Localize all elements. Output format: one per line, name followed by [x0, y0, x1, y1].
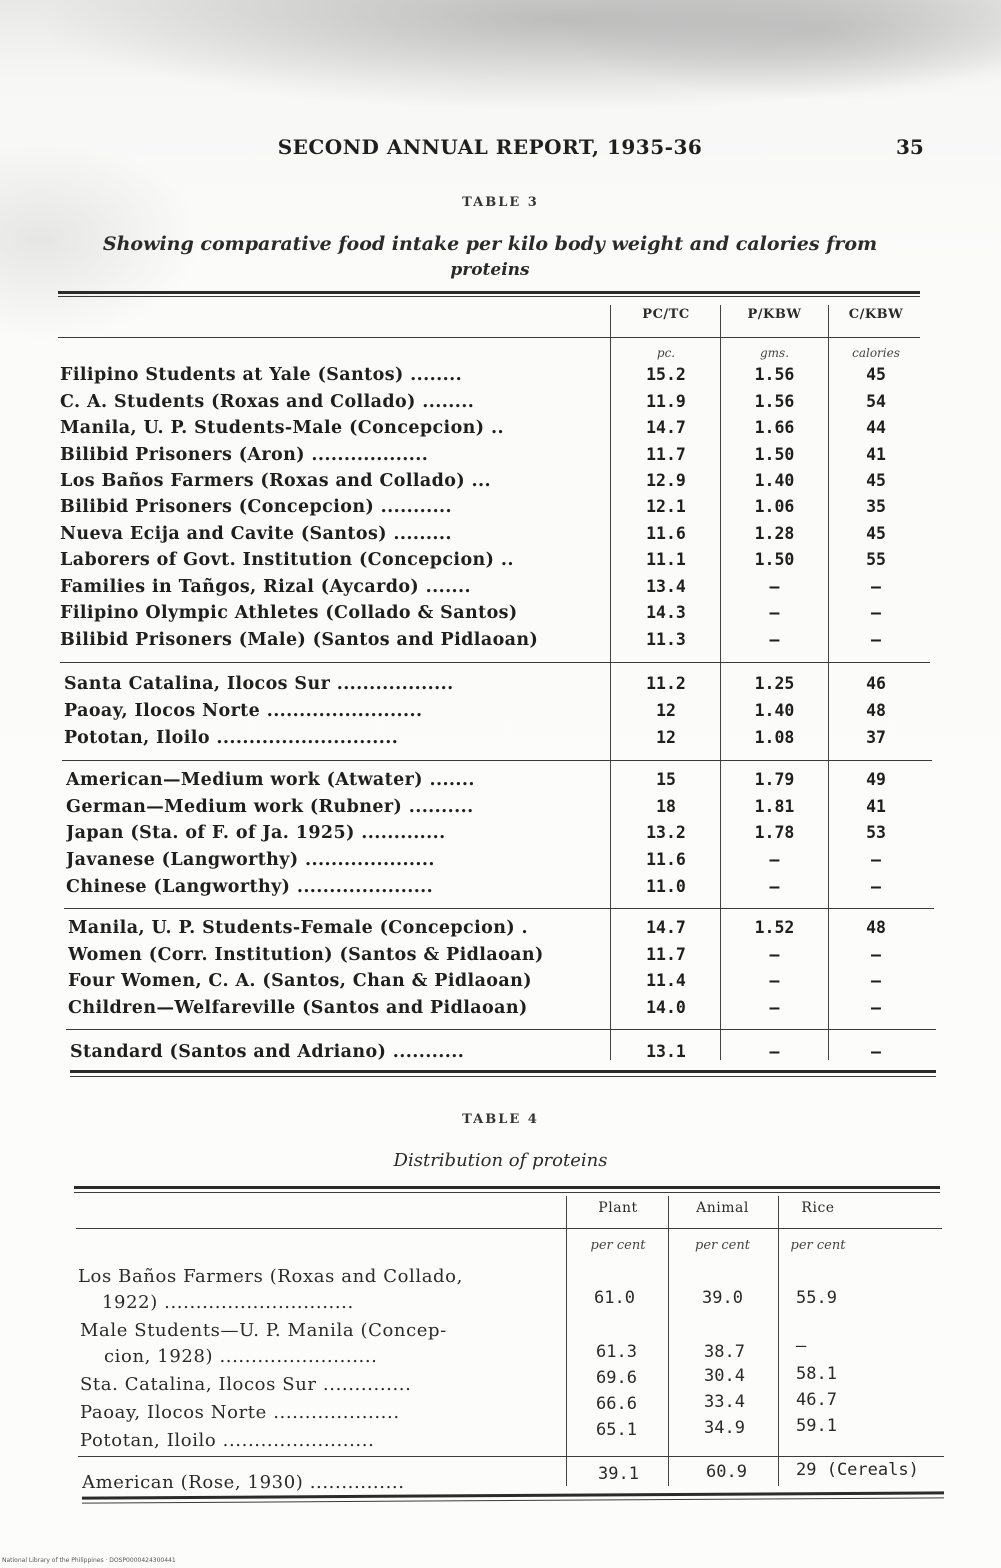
table3-group-rule	[62, 760, 932, 761]
table-row	[0, 998, 1001, 1024]
row-label: Sta. Catalina, Ilocos Sur ..............	[80, 1374, 412, 1395]
table3-col-header-ckbw: C/KBW	[848, 307, 904, 322]
cell-plant: 65.1	[596, 1420, 637, 1440]
row-label: Four Women, C. A. (Santos, Chan & Pidlaoan)	[68, 971, 532, 991]
cell-animal: 38.7	[704, 1342, 745, 1362]
table3-header-rule	[58, 337, 920, 338]
table-row	[0, 797, 1001, 823]
table3-col-header-pctc: PC/TC	[642, 307, 690, 322]
cell-pctc: 12	[656, 701, 676, 720]
cell-ckbw: —	[871, 877, 881, 896]
cell-pkbw: —	[769, 877, 780, 896]
cell-ckbw: 45	[866, 471, 886, 490]
table3-bottom-rule	[70, 1070, 936, 1073]
table4-col-header-plant: Plant	[598, 1200, 638, 1216]
cell-pctc: 12.9	[646, 471, 686, 490]
table4-col-header-rice: Rice	[801, 1200, 835, 1216]
row-label: Los Baños Farmers (Roxas and Collado,	[78, 1266, 463, 1287]
table-row	[0, 392, 1001, 418]
table-row	[0, 524, 1001, 550]
cell-ckbw: —	[871, 603, 881, 622]
table3-unit-pc: pc.	[656, 346, 676, 360]
cell-plant: 66.6	[596, 1394, 637, 1414]
table4-label: TABLE 4	[462, 1112, 539, 1127]
cell-ckbw: 41	[866, 445, 886, 464]
cell-plant: 39.1	[598, 1464, 639, 1484]
row-label: Bilibid Prisoners (Concepcion) ...........	[60, 497, 453, 517]
table-row	[0, 770, 1001, 796]
cell-pctc: 11.9	[646, 392, 686, 411]
page-number: 35	[896, 135, 924, 159]
table-row	[0, 945, 1001, 971]
page-header	[0, 135, 1001, 165]
cell-pkbw: —	[769, 577, 780, 596]
cell-pctc: 15.2	[646, 365, 686, 384]
row-label: Families in Tañgos, Rizal (Aycardo) .......	[60, 577, 472, 597]
cell-animal: 34.9	[704, 1418, 745, 1438]
cell-pkbw: 1.52	[754, 918, 795, 937]
cell-ckbw: 41	[866, 797, 886, 816]
row-label: Javanese (Langworthy) ....................	[66, 850, 435, 870]
cell-pctc: 13.2	[646, 823, 686, 842]
cell-animal: 39.0	[702, 1288, 743, 1308]
cell-pctc: 11.3	[646, 630, 686, 649]
table4-top-rule	[74, 1186, 940, 1189]
table3-col-header-pkbw: P/KBW	[747, 307, 802, 322]
row-label: Japan (Sta. of F. of Ja. 1925) .............	[66, 823, 446, 843]
table3-unit-calories: calories	[852, 346, 900, 360]
cell-ckbw: 48	[866, 918, 886, 937]
cell-pctc: 15	[656, 770, 676, 789]
cell-ckbw: 53	[866, 823, 886, 842]
table-row	[0, 497, 1001, 523]
cell-pkbw: 1.66	[754, 418, 795, 437]
row-label-continued: cion, 1928) .........................	[104, 1346, 378, 1367]
row-label: Los Baños Farmers (Roxas and Collado) ...	[60, 471, 492, 491]
cell-plant: 61.3	[596, 1342, 637, 1362]
table4-col-divider-1	[566, 1196, 567, 1486]
table-row	[0, 445, 1001, 471]
cell-ckbw: —	[871, 998, 881, 1017]
row-label: Santa Catalina, Ilocos Sur ..................	[64, 674, 454, 694]
table4-unit-animal: per cent	[695, 1238, 750, 1253]
cell-pkbw: 1.81	[754, 797, 795, 816]
table4-header-rule	[76, 1228, 942, 1229]
table-row	[0, 365, 1001, 391]
cell-pctc: 13.4	[646, 577, 686, 596]
row-label-continued: 1922) ..............................	[102, 1292, 354, 1313]
cell-pctc: 14.7	[646, 418, 686, 437]
cell-pctc: 11.1	[646, 550, 686, 569]
row-label: Chinese (Langworthy) .....................	[66, 877, 434, 897]
table3-bottom-rule-2	[70, 1076, 936, 1077]
row-label: Filipino Students at Yale (Santos) ........	[60, 365, 463, 385]
cell-plant: 69.6	[596, 1368, 637, 1388]
cell-pkbw: 1.06	[754, 497, 795, 516]
cell-rice: 59.1	[796, 1416, 837, 1436]
cell-pkbw: —	[769, 998, 780, 1017]
cell-pkbw: 1.56	[754, 392, 795, 411]
cell-pctc: 12.1	[646, 497, 686, 516]
row-label: Bilibid Prisoners (Male) (Santos and Pidlaoan)	[60, 630, 539, 650]
table-row	[0, 1042, 1001, 1068]
table4-top-rule-2	[74, 1192, 940, 1193]
row-label: Paoay, Ilocos Norte ....................	[80, 1402, 400, 1423]
cell-ckbw: 49	[866, 770, 886, 789]
row-label: Children—Welfareville (Santos and Pidlaoan)	[68, 998, 528, 1018]
table4-col-divider-3	[778, 1196, 779, 1486]
cell-pctc: 11.6	[646, 524, 686, 543]
row-label: Pototan, Iloilo ............................	[64, 728, 399, 748]
cell-ckbw: 46	[866, 674, 886, 693]
cell-ckbw: —	[871, 577, 881, 596]
cell-ckbw: 55	[866, 550, 886, 569]
row-label: Laborers of Govt. Institution (Concepcion) ..	[60, 550, 514, 570]
row-label: Filipino Olympic Athletes (Collado & Santos)	[60, 603, 518, 623]
cell-rice: —	[796, 1336, 807, 1356]
cell-pctc: 18	[656, 797, 676, 816]
cell-pctc: 14.0	[646, 998, 686, 1017]
row-label: Pototan, Iloilo ........................	[80, 1430, 375, 1451]
table3-group-rule	[60, 662, 930, 663]
cell-ckbw: —	[871, 971, 881, 990]
cell-pkbw: 1.50	[754, 445, 795, 464]
table4-col-divider-2	[668, 1196, 669, 1486]
cell-pkbw: 1.40	[754, 471, 795, 490]
cell-pkbw: 1.50	[754, 550, 795, 569]
table-row	[0, 918, 1001, 944]
cell-pkbw: 1.28	[754, 524, 795, 543]
cell-pkbw: 1.25	[754, 674, 795, 693]
cell-pctc: 14.7	[646, 918, 686, 937]
table3-caption-line1: Showing comparative food intake per kilo body weight and calories from	[102, 233, 878, 255]
row-label: German—Medium work (Rubner) ..........	[66, 797, 474, 817]
cell-animal: 33.4	[704, 1392, 745, 1412]
cell-pctc: 14.3	[646, 603, 686, 622]
cell-pctc: 11.6	[646, 850, 686, 869]
cell-pkbw: 1.40	[754, 701, 795, 720]
cell-pctc: 13.1	[646, 1042, 686, 1061]
row-label: Manila, U. P. Students-Male (Concepcion) ..	[60, 418, 504, 438]
cell-pkbw: 1.08	[754, 728, 795, 747]
table-row	[0, 877, 1001, 903]
row-label: Standard (Santos and Adriano) ...........	[70, 1042, 465, 1062]
cell-pctc: 11.2	[646, 674, 686, 693]
table-row	[0, 418, 1001, 444]
cell-pctc: 11.7	[646, 945, 686, 964]
cell-pkbw: —	[769, 1042, 780, 1061]
row-label: American (Rose, 1930) ...............	[82, 1472, 405, 1493]
cell-ckbw: 45	[866, 365, 886, 384]
cell-ckbw: —	[871, 850, 881, 869]
table3-label: TABLE 3	[462, 195, 539, 210]
table3-caption-line2: proteins	[450, 260, 530, 280]
table-row	[0, 674, 1001, 700]
cell-pkbw: —	[769, 850, 780, 869]
table-row	[0, 971, 1001, 997]
table3-group-rule	[66, 1029, 936, 1030]
cell-animal: 30.4	[704, 1366, 745, 1386]
cell-ckbw: 35	[866, 497, 886, 516]
cell-ckbw: 48	[866, 701, 886, 720]
row-label: American—Medium work (Atwater) .......	[66, 770, 475, 790]
cell-pkbw: 1.78	[754, 823, 795, 842]
cell-ckbw: —	[871, 945, 881, 964]
cell-rice: 46.7	[796, 1390, 837, 1410]
cell-pkbw: 1.56	[754, 365, 795, 384]
cell-pctc: 11.0	[646, 877, 686, 896]
table3-top-rule	[58, 291, 920, 294]
cell-pctc: 12	[656, 728, 676, 747]
cell-ckbw: —	[871, 1042, 881, 1061]
row-label: Women (Corr. Institution) (Santos & Pidlaoan)	[68, 945, 544, 965]
table-row	[0, 577, 1001, 603]
footer-credit: National Library of the Philippines · DOSP0000424300441	[2, 1557, 176, 1564]
table4-unit-plant: per cent	[590, 1238, 646, 1253]
cell-pkbw: 1.79	[754, 770, 795, 789]
cell-pctc: 11.4	[646, 971, 686, 990]
cell-rice: 29 (Cereals)	[796, 1460, 919, 1480]
table4-unit-rice: per cent	[790, 1238, 846, 1253]
row-label: Manila, U. P. Students-Female (Concepcion) .	[68, 918, 529, 938]
row-label: Bilibid Prisoners (Aron) ..................	[60, 445, 429, 465]
table-row	[0, 701, 1001, 727]
report-title: SECOND ANNUAL REPORT, 1935-36	[277, 135, 703, 159]
cell-pkbw: —	[769, 630, 780, 649]
table4-col-header-animal: Animal	[696, 1200, 749, 1216]
cell-ckbw: 45	[866, 524, 886, 543]
table3-group-rule	[64, 908, 934, 909]
cell-plant: 61.0	[594, 1288, 635, 1308]
cell-pctc: 11.7	[646, 445, 686, 464]
cell-animal: 60.9	[706, 1462, 747, 1482]
table-row	[0, 850, 1001, 876]
table-row	[0, 728, 1001, 754]
table-row	[0, 603, 1001, 629]
table4-group-rule	[78, 1456, 944, 1457]
table4-caption: Distribution of proteins	[393, 1150, 608, 1171]
table-row	[0, 471, 1001, 497]
cell-rice: 58.1	[796, 1364, 837, 1384]
row-label: Nueva Ecija and Cavite (Santos) .........	[60, 524, 452, 544]
cell-pkbw: —	[769, 971, 780, 990]
table3-unit-gms: gms.	[759, 346, 790, 360]
cell-ckbw: 37	[866, 728, 886, 747]
table-row	[0, 630, 1001, 656]
row-label: Paoay, Ilocos Norte ........................	[64, 701, 423, 721]
cell-pkbw: —	[769, 945, 780, 964]
table3-top-rule-2	[58, 296, 920, 297]
cell-ckbw: 44	[866, 418, 886, 437]
row-label: C. A. Students (Roxas and Collado) ........	[60, 392, 475, 412]
cell-rice: 55.9	[796, 1288, 837, 1308]
cell-ckbw: 54	[866, 392, 886, 411]
row-label: Male Students—U. P. Manila (Concep-	[80, 1320, 447, 1341]
cell-ckbw: —	[871, 630, 881, 649]
table-row	[0, 823, 1001, 849]
table-row	[0, 550, 1001, 576]
cell-pkbw: —	[769, 603, 780, 622]
